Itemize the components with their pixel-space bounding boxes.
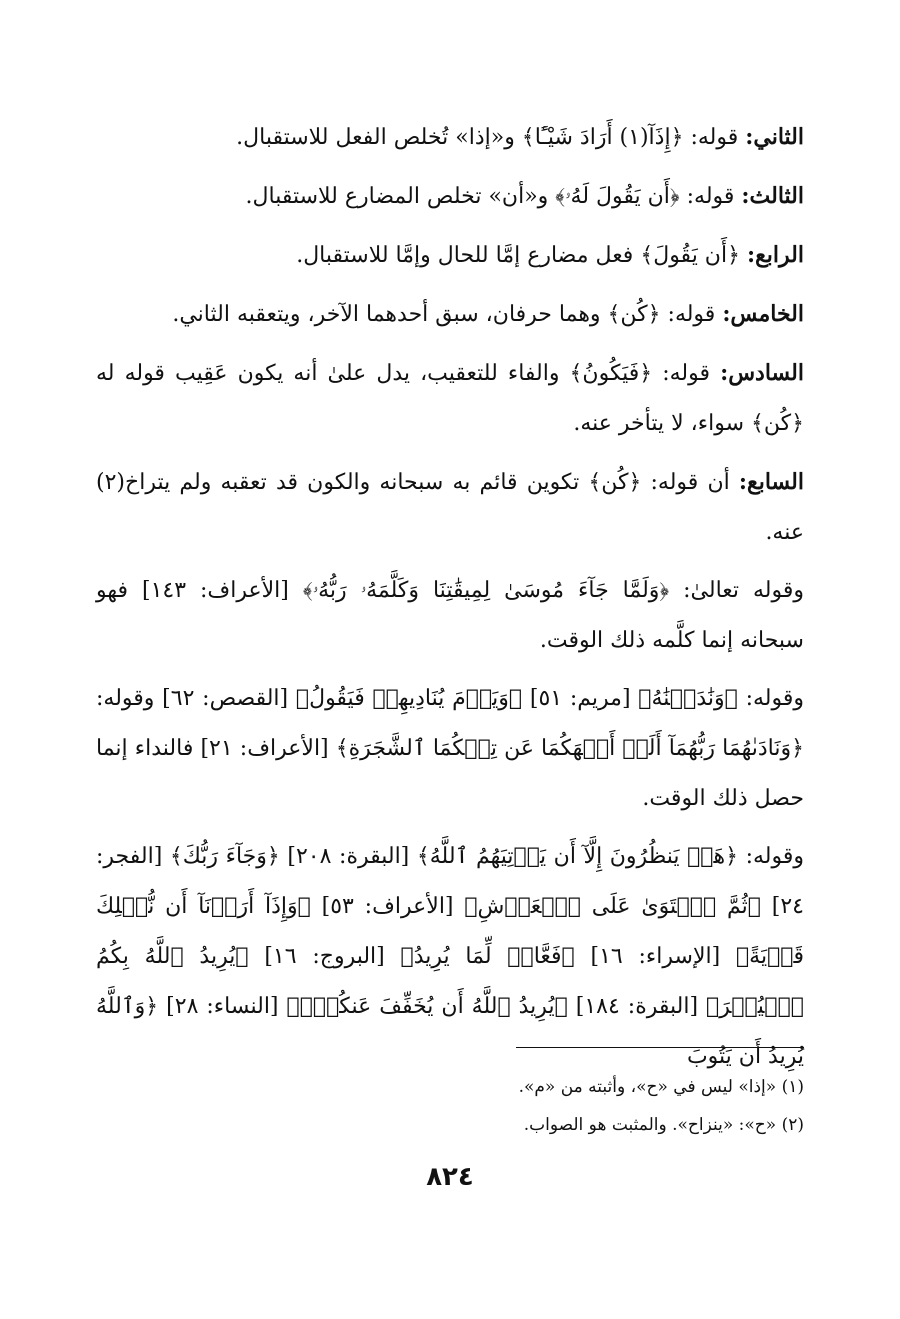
paragraph-second bbox=[96, 112, 804, 163]
paragraph-label: الثالث: bbox=[741, 183, 804, 209]
paragraph-verses-list bbox=[96, 832, 804, 1082]
paragraph-label: الثاني: bbox=[745, 124, 804, 150]
paragraph-third bbox=[96, 171, 804, 222]
footnote-2: (٢) «ح»: «ينزاح». والمثبت هو الصواب. bbox=[523, 1115, 804, 1135]
paragraph-text: قوله: ﴿فَيَكُونُ﴾ والفاء للتعقيب، يدل علىٰ أنه يكون عَقِيب قوله له ﴿كُن﴾ سواء، لا يتأخر عنه. bbox=[96, 361, 804, 436]
paragraph-text: وقوله تعالىٰ: ﴿وَلَمَّا جَآءَ مُوسَىٰ لِمِيقَٰتِنَا وَكَلَّمَهُۥ رَبُّهُۥ﴾ [الأعراف: ١٤٣] فهو سبحانه إنما كلَّمه ذلك الوقت. bbox=[96, 578, 804, 653]
paragraph-label: الرابع: bbox=[746, 242, 804, 268]
paragraph-text: قوله: ﴿أَن يَقُولَ لَهُۥ﴾ و«أن» تخلص المضارع للاستقبال. bbox=[245, 184, 742, 209]
paragraph-label: السادس: bbox=[720, 360, 804, 386]
paragraph-text: وقوله: ﴿وَنَٰدَيۡنَٰهُ﴾ [مريم: ٥١] ﴿وَيَوۡمَ يُنَادِيهِمۡ فَيَقُولُ﴾ [القصص: ٦٢] وقوله: ﴿وَنَادَىٰهُمَا رَبُّهُمَآ أَلَمۡ أَنۡهَكُمَا عَن تِلۡكُمَا ٱلشَّجَرَةِ﴾ [الأعراف: ٢١] فالنداء إنما حصل ذلك الوقت. bbox=[96, 686, 805, 811]
paragraph-fourth bbox=[96, 230, 804, 281]
paragraph-fifth bbox=[96, 289, 804, 340]
paragraph-label: السابع: bbox=[738, 469, 804, 495]
paragraph-seventh bbox=[96, 457, 804, 558]
paragraph-text: وقوله: ﴿هَلۡ يَنظُرُونَ إِلَّآ أَن يَأۡتِيَهُمُ ٱللَّهُ﴾ [البقرة: ٢٠٨] ﴿وَجَآءَ رَبُّكَ﴾ [الفجر: ٢٤] ﴿ثُمَّ ٱسۡتَوَىٰ عَلَى ٱلۡعَرۡشِ﴾ [الأعراف: ٥٣] ﴿وَإِذَآ أَرَدۡنَآ أَن نُّهۡلِكَ قَرۡيَةً﴾ [الإسراء: ١٦] ﴿فَعَّالٞ لِّمَا يُرِيدُ﴾ [البروج: ١٦] ﴿يُرِيدُ ٱللَّهُ بِكُمُ ٱلۡيُسۡرَ﴾ [البقرة: ١٨٤] ﴿يُرِيدُ ٱللَّهُ أَن يُخَفِّفَ عَنكُمۡۚ﴾ [النساء: ٢٨] ﴿وَٱللَّهُ يُرِيدُ أَن يَتُوبَ bbox=[96, 844, 805, 1069]
paragraph-text: أن قوله: ﴿كُن﴾ تكوين قائم به سبحانه والكون قد تعقبه ولم يتراخ(٢) عنه. bbox=[96, 470, 804, 545]
paragraph-sixth bbox=[96, 348, 804, 449]
page-number: ٨٢٤ bbox=[426, 1162, 474, 1192]
footnote-1: (١) «إذا» ليس في «ح»، وأثبته من «م». bbox=[518, 1077, 804, 1097]
footnote-separator bbox=[516, 1047, 804, 1048]
paragraph-label: الخامس: bbox=[722, 301, 804, 327]
paragraph-nida bbox=[96, 674, 804, 824]
paragraph-text: ﴿أَن يَقُولَ﴾ فعل مضارع إمَّا للحال وإمَّا للاستقبال. bbox=[296, 243, 747, 268]
paragraph-text: قوله: ﴿إِذَآ(١) أَرَادَ شَيْـًٔا﴾ و«إذا» تُخلص الفعل للاستقبال. bbox=[236, 125, 746, 150]
footnotes bbox=[96, 1068, 804, 1144]
paragraph-text: قوله: ﴿كُن﴾ وهما حرفان، سبق أحدهما الآخر، ويتعقبه الثاني. bbox=[172, 302, 723, 327]
main-text bbox=[96, 112, 804, 1090]
paragraph-araf-143 bbox=[96, 566, 804, 666]
